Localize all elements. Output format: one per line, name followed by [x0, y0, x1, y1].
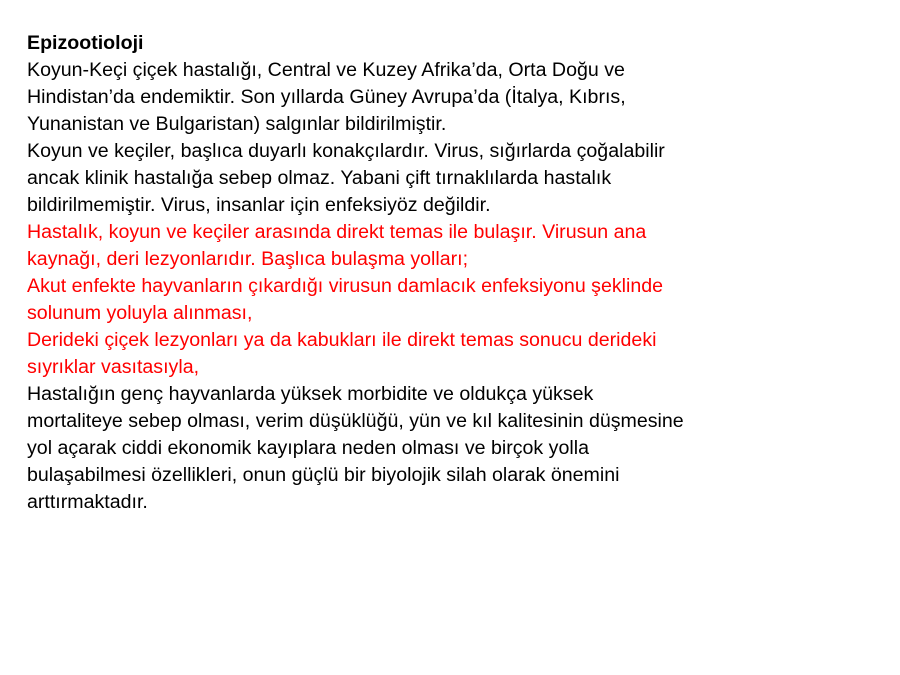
paragraph-route-skin: Derideki çiçek lezyonları ya da kabukları ile direkt temas sonucu derideki sıyrıklar vasıtasıyla, [27, 329, 657, 378]
paragraph-importance: Hastalığın genç hayvanlarda yüksek morbidite ve oldukça yüksek mortaliteye sebep olması, verim düşüklüğü, yün ve kıl kalitesinin düşmesine yol açarak ciddi ekonomik kayıplara neden olması ve birçok yolla bulaşabilmesi özellikleri, onun güçlü bir biyolojik silah olarak önemini arttırmaktadır. [27, 383, 684, 513]
slide-title: Epizootioloji [27, 32, 144, 54]
paragraph-distribution: Koyun-Keçi çiçek hastalığı, Central ve Kuzey Afrika’da, Orta Doğu ve Hindistan’da endemiktir. Son yıllarda Güney Avrupa’da (İtalya, Kıbrıs, Yunanistan ve Bulgaristan) salgınlar bildirilmiştir. [27, 59, 626, 135]
paragraph-transmission: Hastalık, koyun ve keçiler arasında direkt temas ile bulaşır. Virusun ana kaynağı, deri lezyonlarıdır. Başlıca bulaşma yolları; [27, 221, 647, 270]
paragraph-hosts: Koyun ve keçiler, başlıca duyarlı konakçılardır. Virus, sığırlarda çoğalabilir ancak klinik hastalığa sebep olmaz. Yabani çift tırnaklılarda hastalık bildirilmemiştir. Virus, insanlar için enfeksiyöz değildir. [27, 140, 665, 216]
paragraph-route-respiratory: Akut enfekte hayvanların çıkardığı virusun damlacık enfeksiyonu şeklinde solunum yoluyla alınması, [27, 275, 664, 324]
